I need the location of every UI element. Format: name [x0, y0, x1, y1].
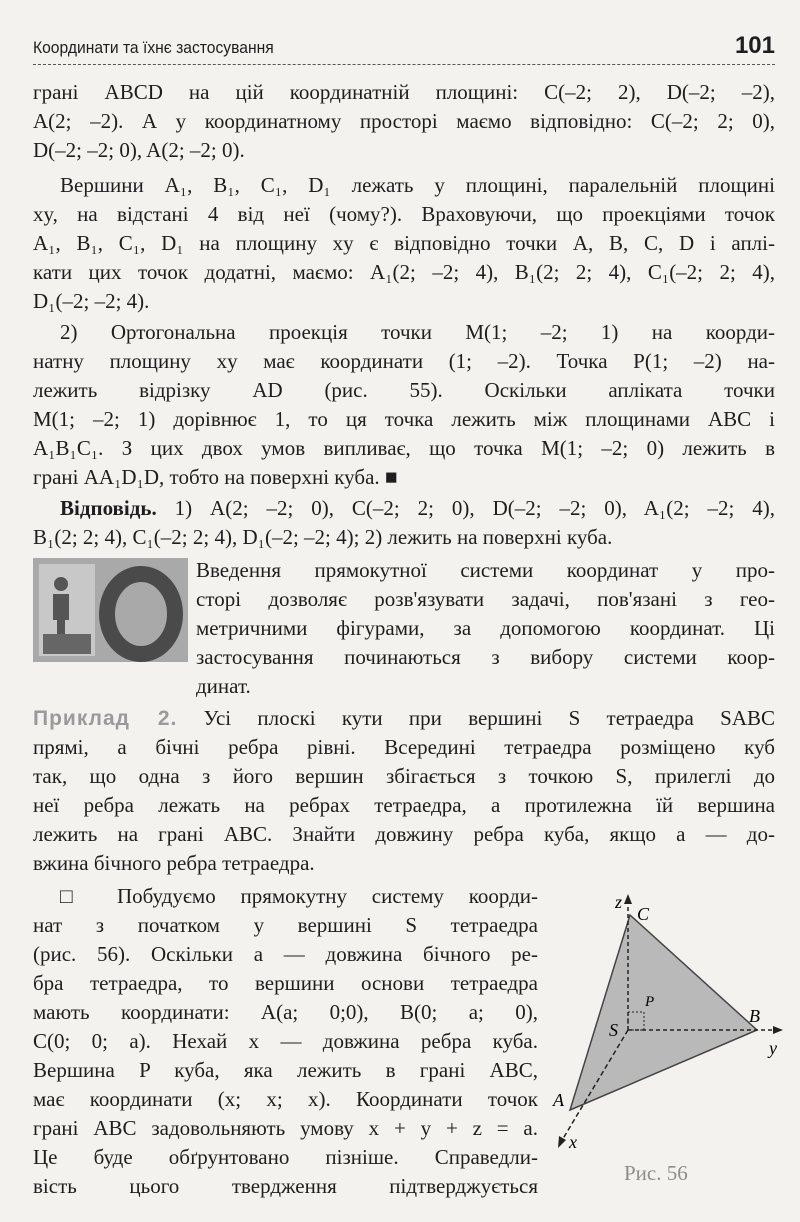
text-line: □ Побудуємо прямокутну систему коорди- [60, 884, 538, 908]
text-line: грані ABC задовольняють умову x + y + z = a. [33, 1116, 538, 1140]
label-c: C [637, 904, 650, 924]
example-text: Усі плоскі кути при вершині S тетраедра SABC [177, 706, 775, 730]
page-number: 101 [734, 32, 775, 59]
text-line: кати цих точок додатні, маємо: A₁(2; –2; 4), B₁(2; 2; 4), C₁(–2; 2; 4), [33, 260, 775, 284]
text-line: A(2; –2). А у координатному просторі маємо відповідно: C(–2; 2; 0), [33, 109, 775, 133]
example-line [33, 704, 775, 732]
text-line: Вершини A₁, B₁, C₁, D₁ лежать у площині, паралельній площині [60, 173, 775, 197]
text-line: має координати (x; x; x). Координати точок [33, 1087, 538, 1111]
text-line: динат. [196, 674, 251, 698]
text-line: A₁B₁C₁. З цих двох умов випливає, що точка M(1; –2; 0) лежить в [33, 436, 775, 460]
label-s: S [609, 1020, 618, 1040]
tetrahedron-figure [545, 890, 795, 1152]
label-y: y [769, 1038, 777, 1058]
text-line: C(0; 0; a). Нехай x — довжина ребра куба. [33, 1029, 538, 1053]
text-line: 2) Ортогональна проекція точки M(1; –2; 1) на коорди- [60, 320, 775, 344]
text-line: M(1; –2; 1) дорівнює 1, то ця точка лежить між площинами ABC і [33, 407, 775, 431]
text-line: D(–2; –2; 0), A(2; –2; 0). [33, 138, 245, 162]
text-line: неї ребра лежать на ребрах тетраедра, а протилежна їй вершина [33, 793, 775, 817]
text-line: лежить відрізку AD (рис. 55). Оскільки апліката точки [33, 378, 775, 402]
text-line: xy, на відстані 4 від неї (чому?). Враховуючи, що проекціями точок [33, 202, 775, 226]
label-z: z [615, 892, 623, 912]
text-line: B₁(2; 2; 4), C₁(–2; 2; 4), D₁(–2; –2; 4); 2) лежить на поверхні куба. [33, 525, 613, 549]
text-line: A₁, B₁, C₁, D₁ на площину xy є відповідно точки A, B, C, D і аплі- [33, 231, 775, 255]
text-line: Це буде обґрунтовано пізніше. Справедли- [33, 1145, 538, 1169]
text-line: нат з початком у вершині S тетраедра [33, 913, 538, 937]
label-b: B [749, 1006, 760, 1026]
chapter-title: Координати та їхнє застосування [33, 38, 274, 57]
text-line: прямі, а бічні ребра рівні. Всередині тетраедра розміщено куб [33, 735, 775, 759]
answer-text: 1) A(2; –2; 0), C(–2; 2; 0), D(–2; –2; 0), A₁(2; –2; 4), [156, 496, 775, 520]
text-line: метричними фігурами, за допомогою координат. Ці [196, 616, 775, 640]
remember-icon [33, 558, 188, 662]
text-line: мають координати: A(a; 0;0), B(0; a; 0), [33, 1000, 538, 1024]
text-line: (рис. 56). Оскільки a — довжина бічного ре- [33, 942, 538, 966]
example-label: Приклад 2. [33, 707, 178, 730]
text-line: D₁(–2; –2; 4). [33, 289, 150, 313]
y-arrow-icon [773, 1026, 783, 1034]
text-line: Введення прямокутної системи координат у про- [196, 558, 775, 582]
label-p: P [645, 994, 655, 1010]
answer-label: Відповідь. [60, 496, 157, 520]
answer-line [60, 494, 775, 522]
text-line: бра тетраедра, то вершини основи тетраедра [33, 971, 538, 995]
text-line: вість цього твердження підтверджується [33, 1174, 538, 1198]
text-line: застосування починаються з вибору системи коор- [196, 645, 775, 669]
text-line: лежить на грані ABC. Знайти довжину ребра куба, якщо a — до- [33, 822, 775, 846]
text-line: грані AA₁D₁D, тобто на поверхні куба. ■ [33, 465, 398, 489]
text-line: натну площину xy має координати (1; –2). Точка P(1; –2) на- [33, 349, 775, 373]
z-arrow-icon [624, 894, 632, 904]
figure-caption: Рис. 56 [624, 1161, 688, 1185]
label-a: A [553, 1090, 564, 1110]
label-x: x [569, 1132, 577, 1152]
text-line: грані ABCD на цій координатній площині: C(–2; 2), D(–2; –2), [33, 80, 775, 104]
x-arrow-icon [558, 1136, 566, 1148]
running-header [33, 30, 775, 65]
text-line: Вершина P куба, яка лежить в грані ABC, [33, 1058, 538, 1082]
text-line: так, що одна з його вершин збігається з точкою S, прилеглі до [33, 764, 775, 788]
text-line: вжина бічного ребра тетраедра. [33, 851, 315, 875]
text-line: сторі дозволяє розв'язувати задачі, пов'язані з гео- [196, 587, 775, 611]
